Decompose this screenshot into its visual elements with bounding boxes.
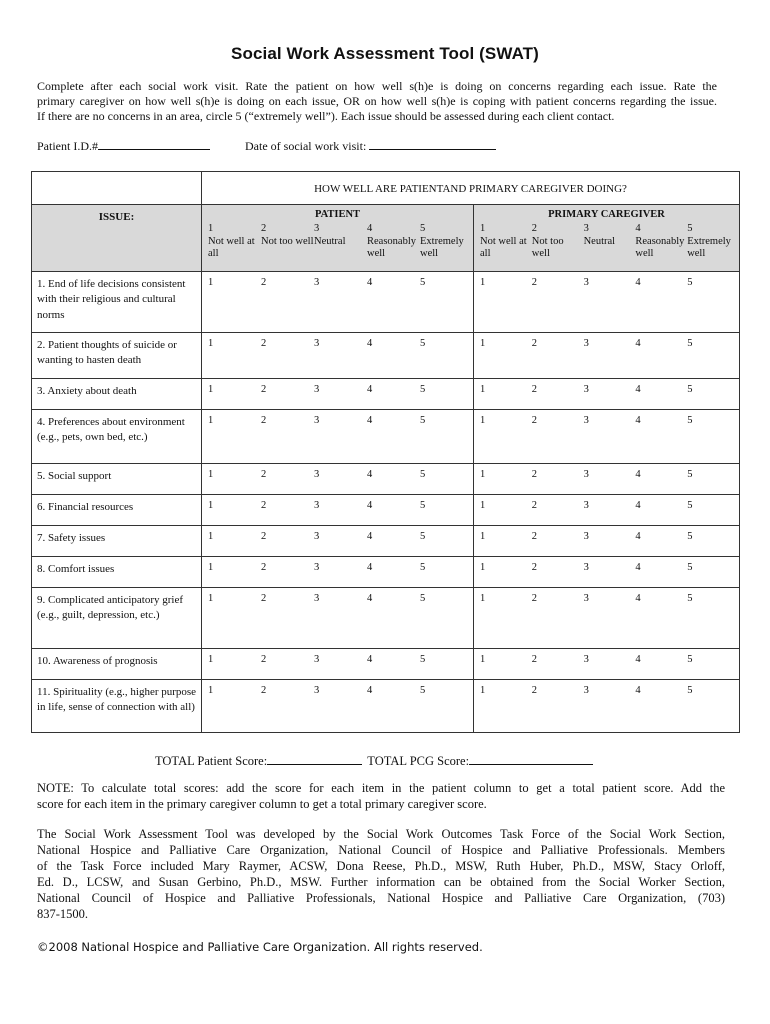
scale-label: Extremely well [687,235,731,259]
caregiver-rating-option[interactable]: 4 [635,562,641,573]
credits-line: The Social Work Assessment Tool was developed by the Social Work Outcomes Task Force of the Social Work Section, [37,827,725,841]
patient-rating-option[interactable]: 2 [261,531,267,542]
scale-label: Reasonably well [367,235,416,259]
issue-label: 3. Anxiety about death [32,379,202,410]
issue-row [32,333,740,379]
caregiver-column-header [474,205,740,272]
caregiver-rating-option[interactable]: 5 [687,277,693,288]
patient-rating-cell [202,526,474,557]
scale-number: 2 [531,223,538,234]
caregiver-rating-option[interactable]: 3 [583,415,589,426]
caregiver-rating-cell [474,588,740,649]
caregiver-rating-cell [474,649,740,680]
patient-rating-option[interactable]: 3 [314,277,320,288]
patient-rating-option[interactable]: 5 [420,384,426,395]
patient-rating-option[interactable]: 5 [420,654,426,665]
caregiver-rating-cell [474,272,740,333]
patient-id-field[interactable] [37,137,210,154]
caregiver-rating-option[interactable]: 5 [687,338,693,349]
scale-option [261,223,314,261]
caregiver-rating-cell [474,526,740,557]
issue-row [32,557,740,588]
patient-rating-option[interactable]: 3 [314,593,320,604]
issue-row [32,680,740,733]
patient-id-blank[interactable] [98,137,210,150]
issue-label: 9. Complicated anticipatory grief (e.g., guilt, depression, etc.) [32,588,202,649]
issue-row [32,495,740,526]
scale-label: Not too well [531,235,564,259]
scale-number: 3 [314,223,320,234]
patient-rating-cell [202,333,474,379]
caregiver-rating-option[interactable]: 1 [480,685,486,696]
patient-rating-option[interactable]: 2 [261,562,267,573]
caregiver-rating-option[interactable]: 1 [480,415,486,426]
total-patient-label: TOTAL Patient Score: [155,754,268,768]
patient-rating-option[interactable]: 4 [367,469,373,480]
patient-rating-option[interactable]: 2 [261,338,267,349]
patient-rating-option[interactable]: 2 [261,685,267,696]
caregiver-rating-option[interactable]: 4 [635,500,641,511]
instructions [37,79,717,125]
patient-rating-option[interactable]: 2 [261,500,267,511]
caregiver-rating-option[interactable]: 4 [635,685,641,696]
issue-column-header: ISSUE: [32,205,202,272]
caregiver-rating-option[interactable]: 1 [480,500,486,511]
scale-label: Neutral [314,235,346,247]
caregiver-rating-cell [474,464,740,495]
issue-row [32,464,740,495]
scale-option [584,223,636,261]
caregiver-rating-option[interactable]: 5 [687,685,693,696]
patient-rating-option[interactable]: 5 [420,685,426,696]
patient-rating-option[interactable]: 1 [208,685,214,696]
patient-rating-option[interactable]: 4 [367,277,373,288]
patient-header-label: PATIENT [314,209,361,220]
scale-number: 5 [420,223,426,234]
issue-label: 10. Awareness of prognosis [32,649,202,680]
visit-date-blank[interactable] [369,137,496,150]
caregiver-rating-option[interactable]: 5 [687,593,693,604]
caregiver-rating-option[interactable]: 2 [531,338,538,349]
patient-rating-option[interactable]: 1 [208,277,214,288]
issue-label: 4. Preferences about environment (e.g., pets, own bed, etc.) [32,410,202,464]
patient-rating-cell [202,410,474,464]
patient-rating-option[interactable]: 1 [208,593,214,604]
patient-rating-cell [202,272,474,333]
caregiver-rating-option[interactable]: 3 [583,277,589,288]
scale-number: 1 [480,223,486,234]
patient-id-label: Patient I.D.# [37,139,98,153]
caregiver-rating-option[interactable]: 3 [583,384,589,395]
scale-label: Not too well [261,235,314,247]
patient-rating-option[interactable]: 1 [208,338,214,349]
caregiver-rating-option[interactable]: 1 [480,562,486,573]
caregiver-rating-option[interactable]: 2 [531,593,538,604]
note-line: NOTE: To calculate total scores: add the score for each item in the patient column to get a total patient score. Add the [37,781,725,795]
total-pcg-label: TOTAL PCG Score: [367,754,470,768]
patient-rating-option[interactable]: 1 [208,654,214,665]
credits-line: National Council of Hospice and Palliative Professionals, National Hospice and Palliative Care Organization, (703) [37,891,725,905]
instructions-line: primary caregiver on how well s(h)e is doing on each issue, OR on how well s(h)e is coping with patient concerns regarding the issue. [37,94,717,109]
scale-number: 2 [261,223,267,234]
patient-rating-option[interactable]: 5 [420,277,426,288]
issue-label: 11. Spirituality (e.g., higher purpose in life, sense of connection with all) [32,680,202,733]
patient-rating-option[interactable]: 5 [420,415,426,426]
scale-number: 4 [635,223,641,234]
scale-label: Not well at all [208,235,255,259]
patient-rating-option[interactable]: 5 [420,500,426,511]
patient-rating-option[interactable]: 1 [208,469,214,480]
patient-rating-option[interactable]: 4 [367,654,373,665]
caregiver-rating-option[interactable]: 5 [687,415,693,426]
assessment-table [31,171,740,733]
caregiver-rating-option[interactable]: 3 [583,338,589,349]
caregiver-rating-option[interactable]: 2 [531,531,538,542]
scoring-note [37,780,725,812]
caregiver-rating-option[interactable]: 1 [480,593,486,604]
patient-rating-option[interactable]: 4 [367,531,373,542]
caregiver-rating-cell [474,495,740,526]
instructions-line: Complete after each social work visit. Rate the patient on how well s(h)e is doing on concerns regarding each issue. Rate the [37,79,717,93]
patient-rating-option[interactable]: 3 [314,469,320,480]
visit-date-label: Date of social work visit: [245,139,367,153]
issue-label: 7. Safety issues [32,526,202,557]
patient-rating-option[interactable]: 2 [261,469,267,480]
patient-rating-option[interactable]: 4 [367,500,373,511]
patient-rating-option[interactable]: 4 [367,415,373,426]
patient-rating-option[interactable]: 1 [208,531,214,542]
patient-rating-option[interactable]: 3 [314,500,320,511]
patient-rating-option[interactable]: 2 [261,277,267,288]
caregiver-rating-option[interactable]: 2 [531,562,538,573]
copyright-notice: ©2008 National Hospice and Palliative Care Organization. All rights reserved. [37,940,483,954]
caregiver-rating-option[interactable]: 3 [583,469,589,480]
caregiver-rating-option[interactable]: 5 [687,654,693,665]
patient-rating-option[interactable]: 3 [314,685,320,696]
caregiver-rating-option[interactable]: 5 [687,562,693,573]
caregiver-rating-option[interactable]: 2 [531,469,538,480]
caregiver-rating-option[interactable]: 2 [531,685,538,696]
patient-rating-option[interactable]: 3 [314,415,320,426]
patient-rating-option[interactable]: 5 [420,338,426,349]
instructions-line: If there are no concerns in an area, circle 5 (“extremely well”). Each issue should be assessed during each client contact. [37,109,615,124]
caregiver-rating-option[interactable]: 1 [480,384,486,395]
caregiver-rating-option[interactable]: 1 [480,338,486,349]
issue-label: 1. End of life decisions consistent with their religious and cultural norms [32,272,202,333]
scale-option [367,223,420,261]
patient-rating-option[interactable]: 1 [208,384,214,395]
caregiver-rating-option[interactable]: 1 [480,277,486,288]
scale-label: Neutral [583,235,616,247]
caregiver-rating-option[interactable]: 5 [687,384,693,395]
caregiver-rating-option[interactable]: 1 [480,531,486,542]
patient-rating-cell [202,557,474,588]
caregiver-header-label: PRIMARY CAREGIVER [548,209,665,220]
caregiver-rating-option[interactable]: 5 [687,469,693,480]
caregiver-rating-option[interactable]: 3 [583,562,589,573]
caregiver-rating-cell [474,333,740,379]
visit-date-field[interactable] [245,137,496,154]
patient-rating-option[interactable]: 4 [367,384,373,395]
caregiver-rating-option[interactable]: 4 [635,384,641,395]
patient-rating-option[interactable]: 2 [261,654,267,665]
caregiver-rating-option[interactable]: 4 [635,654,641,665]
caregiver-rating-option[interactable]: 2 [531,415,538,426]
scale-number: 1 [208,223,214,234]
blank-corner-cell [32,172,202,205]
caregiver-rating-option[interactable]: 3 [583,593,589,604]
caregiver-rating-cell [474,557,740,588]
issue-row [32,410,740,464]
caregiver-rating-option[interactable]: 1 [480,469,486,480]
patient-rating-option[interactable]: 5 [420,593,426,604]
issue-label: 5. Social support [32,464,202,495]
scale-label: Extremely well [420,235,464,259]
caregiver-scale [474,223,739,261]
patient-rating-option[interactable]: 3 [314,384,320,395]
scale-option [480,223,532,261]
patient-rating-option[interactable]: 4 [367,338,373,349]
caregiver-rating-option[interactable]: 1 [480,654,486,665]
note-line: score for each item in the primary caregiver column to get a total primary caregiver score. [37,797,487,811]
scale-option [208,223,261,261]
patient-rating-cell [202,379,474,410]
credits-line: Ed. D., LCSW, and Susan Gerbino, Ph.D., MSW. Further information can be obtained from the Social Worker Section, [37,875,725,889]
scale-option [532,223,584,261]
patient-rating-cell [202,495,474,526]
caregiver-rating-option[interactable]: 4 [635,469,641,480]
patient-rating-option[interactable]: 3 [314,338,320,349]
patient-rating-option[interactable]: 1 [208,500,214,511]
caregiver-rating-option[interactable]: 4 [635,593,641,604]
patient-rating-option[interactable]: 5 [420,562,426,573]
patient-rating-cell [202,649,474,680]
caregiver-rating-option[interactable]: 4 [635,415,641,426]
scale-label: Not well at all [480,235,527,259]
scale-option [687,223,739,261]
caregiver-rating-option[interactable]: 5 [687,531,693,542]
patient-rating-option[interactable]: 3 [314,562,320,573]
issue-row [32,379,740,410]
patient-rating-option[interactable]: 5 [420,531,426,542]
issue-row [32,588,740,649]
scale-number: 3 [583,223,589,234]
credits-line: of the Task Force included Mary Raymer, ACSW, Dona Reese, Ph.D., MSW, Ruth Huber, Ph.D., MSW, Stacy Orloff, [37,859,725,873]
total-pcg-blank[interactable] [469,752,593,765]
caregiver-rating-option[interactable]: 3 [583,654,589,665]
patient-rating-option[interactable]: 4 [367,562,373,573]
scale-option [420,223,473,261]
patient-rating-option[interactable]: 2 [261,415,267,426]
issue-label: 2. Patient thoughts of suicide or wanting to hasten death [32,333,202,379]
patient-scale [202,223,473,261]
caregiver-rating-option[interactable]: 4 [635,531,641,542]
totals-line [155,752,593,769]
caregiver-rating-cell [474,410,740,464]
patient-rating-option[interactable]: 2 [261,384,267,395]
patient-rating-option[interactable]: 1 [208,562,214,573]
credits-line: National Hospice and Palliative Care Organization, National Council of Hospice and Palliative Professionals. Members [37,843,725,857]
caregiver-rating-option[interactable]: 3 [583,531,589,542]
patient-rating-option[interactable]: 4 [367,685,373,696]
patient-rating-option[interactable]: 5 [420,469,426,480]
table-question: HOW WELL ARE PATIENTAND PRIMARY CAREGIVER DOING? [202,172,740,205]
issue-row [32,272,740,333]
caregiver-rating-option[interactable]: 2 [531,654,538,665]
patient-column-header [202,205,474,272]
caregiver-rating-option[interactable]: 5 [687,500,693,511]
issue-row [32,526,740,557]
caregiver-rating-option[interactable]: 3 [583,500,589,511]
total-patient-blank[interactable] [267,752,362,765]
patient-rating-option[interactable]: 3 [314,654,320,665]
scale-number: 5 [687,223,693,234]
issue-label: 6. Financial resources [32,495,202,526]
patient-rating-option[interactable]: 2 [261,593,267,604]
credits-line: 837-1500. [37,907,89,921]
caregiver-rating-option[interactable]: 2 [531,277,538,288]
caregiver-rating-cell [474,680,740,733]
issue-label: 8. Comfort issues [32,557,202,588]
caregiver-rating-option[interactable]: 4 [635,277,641,288]
caregiver-rating-option[interactable]: 2 [531,500,538,511]
caregiver-rating-cell [474,379,740,410]
patient-rating-cell [202,464,474,495]
scale-option [314,223,367,261]
patient-rating-option[interactable]: 1 [208,415,214,426]
patient-rating-cell [202,588,474,649]
document-title: Social Work Assessment Tool (SWAT) [231,44,539,63]
scale-label: Reasonably well [635,235,685,259]
patient-rating-option[interactable]: 3 [314,531,320,542]
development-credits [37,826,725,922]
caregiver-rating-option[interactable]: 2 [531,384,538,395]
caregiver-rating-option[interactable]: 4 [635,338,641,349]
patient-rating-cell [202,680,474,733]
patient-rating-option[interactable]: 4 [367,593,373,604]
issue-row [32,649,740,680]
scale-number: 4 [367,223,373,234]
scale-option [635,223,687,261]
caregiver-rating-option[interactable]: 3 [583,685,589,696]
